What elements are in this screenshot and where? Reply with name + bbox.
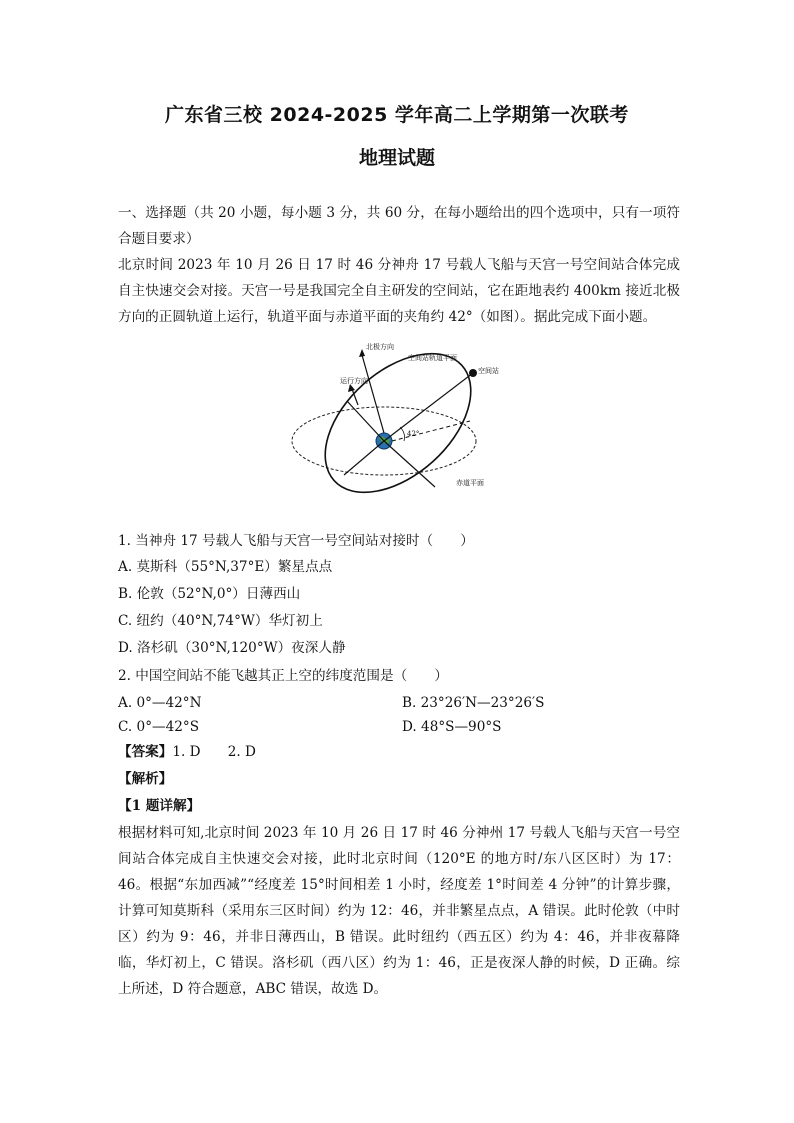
north-label: 北极方向: [366, 343, 394, 351]
document-title: 广东省三校 2024-2025 学年高二上学期第一次联考: [165, 104, 629, 126]
orbit-plane-label: 空间站轨道平面: [408, 354, 457, 362]
radial-line-b: [384, 441, 435, 487]
question-2-stem: 2. 中国空间站不能飞越其正上空的纬度范围是（ ）: [118, 668, 448, 684]
answer-text: 1. D 2. D: [172, 744, 256, 760]
answer-line: [118, 742, 256, 762]
station-label: 空间站: [478, 367, 499, 375]
north-arrow-icon: [359, 349, 365, 357]
question-1-option-d: D. 洛杉矶（30°N,120°W）夜深人静: [118, 640, 346, 656]
question-2-option-d: D. 48°S—90°S: [402, 719, 502, 735]
direction-arrow-icon: [348, 384, 355, 392]
question-1-option-a: A. 莫斯科（55°N,37°E）繁星点点: [118, 559, 333, 575]
orbit-diagram: [290, 335, 514, 515]
question-1-stem: 1. 当神舟 17 号载人飞船与天宫一号空间站对接时（ ）: [118, 533, 474, 549]
space-station-icon: [469, 369, 477, 377]
angle-label: 42°: [407, 430, 420, 438]
question-2-option-a: A. 0°—42°N: [118, 695, 202, 711]
answer-label: 【答案】: [118, 744, 173, 760]
detail-paragraph: 根据材料可知,北京时间 2023 年 10 月 26 日 17 时 46 分神州 17 号载人飞船与天宫一号空间站合体完成自主快速交会对接，此时北京时间（120°E 的地方时/东八区区时）为 17：46。根据“东加西减”“经度差 15°时间相差 1 小时，经度差 1°时间差 4 分钟”的计算步骤，计算可知莫斯科（采用东三区时间）约为 12：46，并非繁星点点，A 错误。此时伦敦（中时区）约为 9：46，并非日薄西山，B 错误。此时纽约（西五区）约为 4：46，并非夜幕降临，华灯初上，C 错误。洛杉矶（西八区）约为 1：46，正是夜深人静的时候，D 正确。综上所述，D 符合题意，ABC 错误，故选 D。: [118, 825, 680, 997]
equator-plane-label: 赤道平面: [456, 479, 484, 487]
direction-label: 运行方向: [340, 377, 368, 385]
radial-line-c: [344, 441, 384, 475]
orbit-ellipse: [299, 335, 496, 515]
question-1-option-c: C. 纽约（40°N,74°W）华灯初上: [118, 613, 323, 629]
question-2-option-b: B. 23°26′N—23°26′S: [402, 695, 545, 711]
material-paragraph: 北京时间 2023 年 10 月 26 日 17 时 46 分神舟 17 号载人飞船与天宫一号空间站合体完成自主快速交会对接。天宫一号是我国完全自主研发的空间站，它在距地表约 400km 接近北极方向的正圆轨道上运行，轨道平面与赤道平面的夹角约 42°（如图）。据此完成下面小题。: [118, 257, 680, 325]
document-subtitle: 地理试题: [358, 147, 435, 169]
analysis-heading: 【解析】: [118, 771, 173, 787]
question-2-option-c: C. 0°—42°S: [118, 719, 200, 735]
detail-heading: 【1 题详解】: [118, 798, 201, 814]
section-heading: 一、选择题（共 20 小题，每小题 3 分，共 60 分，在每小题给出的四个选项中，只有一项符合题目要求）: [118, 205, 680, 247]
question-1-option-b: B. 伦敦（52°N,0°）日薄西山: [118, 586, 301, 602]
